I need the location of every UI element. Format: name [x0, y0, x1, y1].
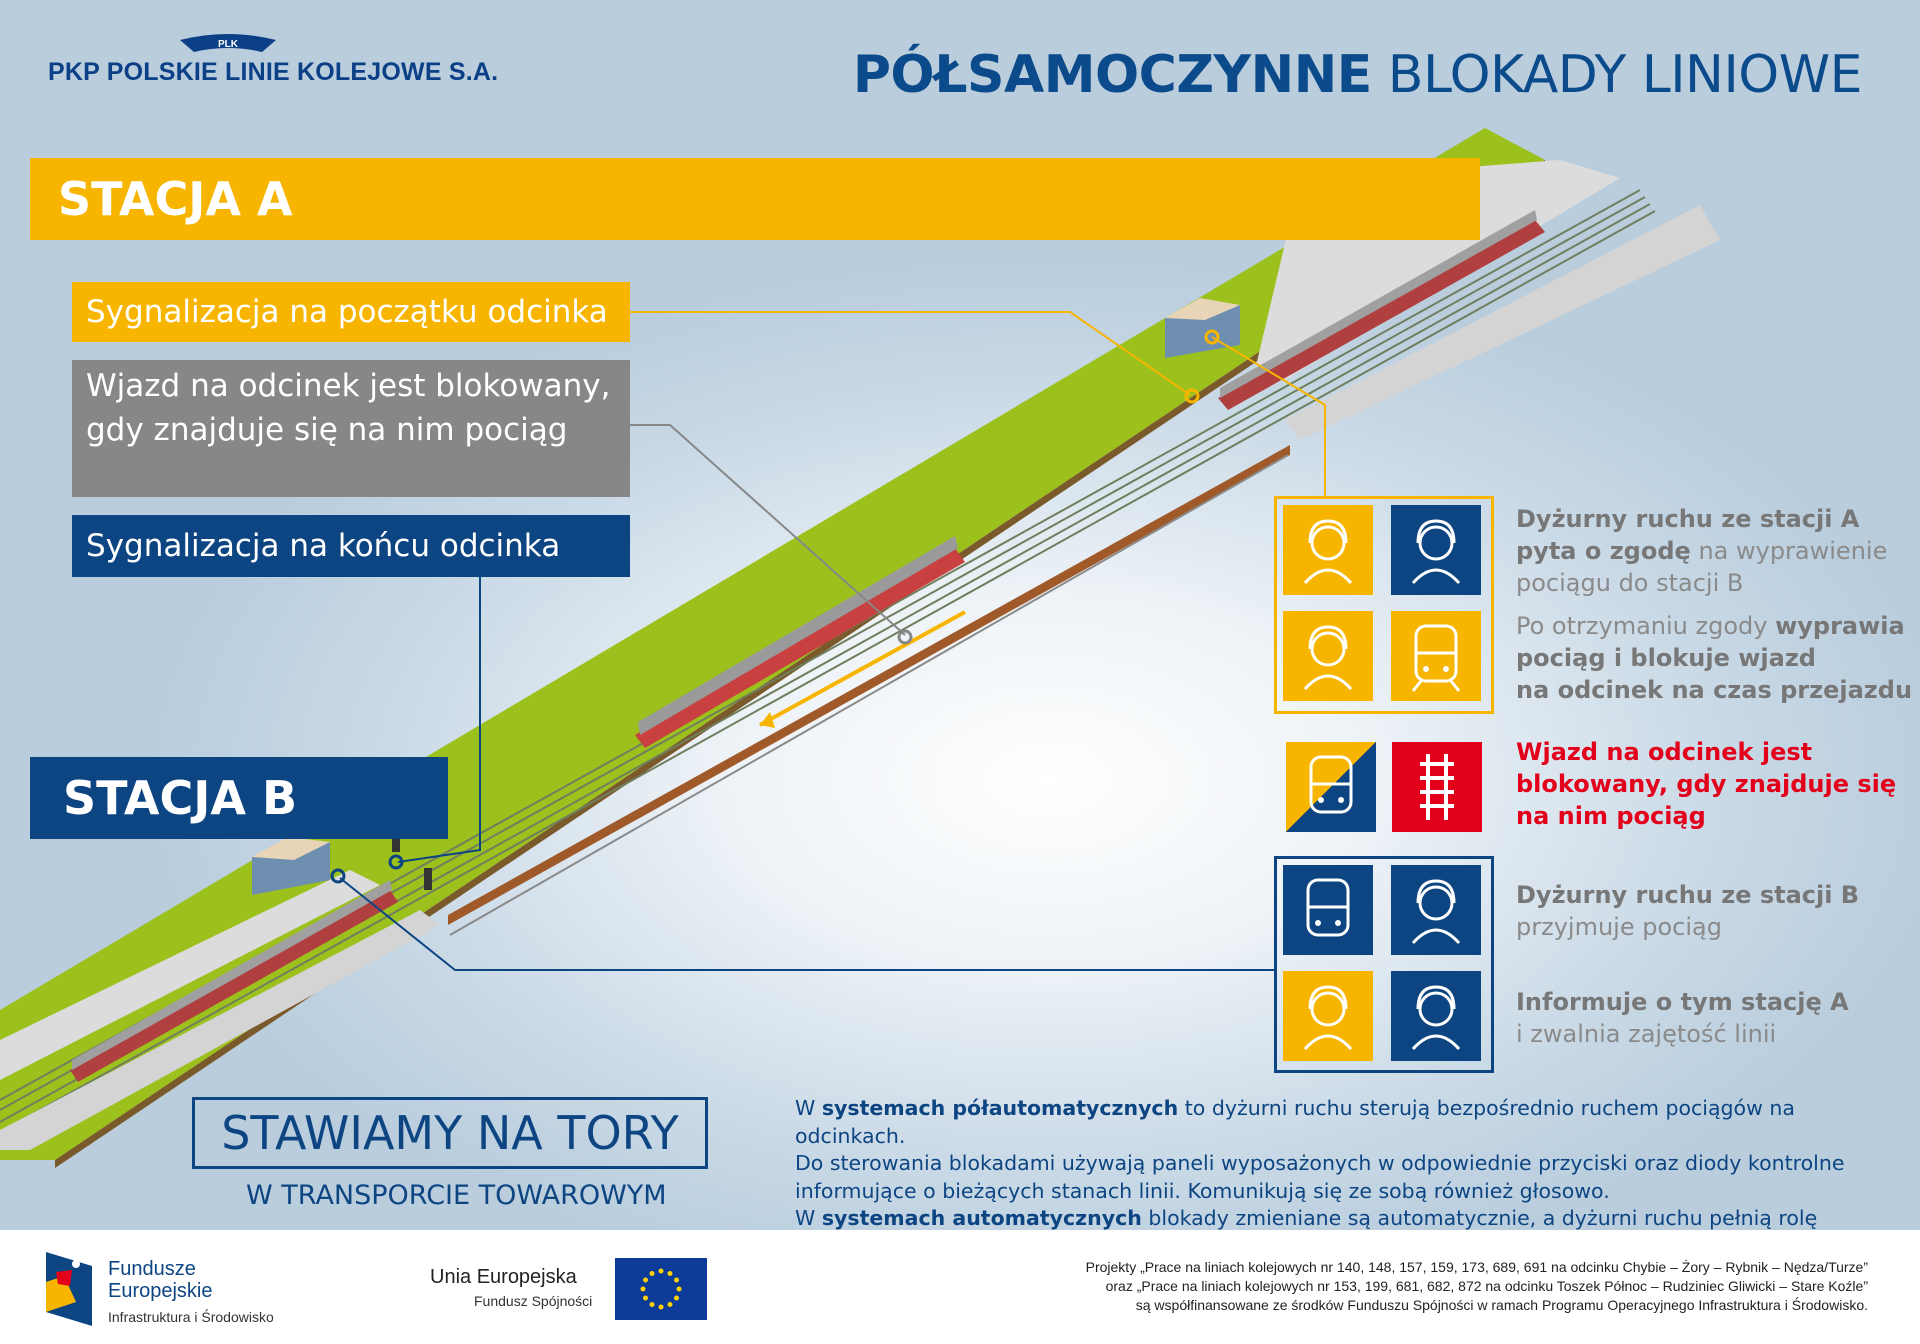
label-start-signal: Sygnalizacja na początku odcinka: [72, 282, 630, 342]
step-3-text: Wjazd na odcinek jest blokowany, gdy znajduje się na nim pociąg: [1516, 738, 1897, 830]
eu-label: Unia Europejska: [430, 1266, 577, 1288]
step-1-text: Dyżurny ruchu ze stacji A pyta o zgodę na wyprawienie pociągu do stacji B: [1516, 505, 1888, 597]
slogan-main: STAWIAMY NA TORY: [192, 1097, 708, 1169]
station-b-band: STACJA B: [30, 757, 448, 839]
fe-logo-icon: [46, 1252, 92, 1326]
logo-text: PLK: [218, 39, 238, 50]
station-a-band: STACJA A: [30, 158, 1480, 240]
step-2-text: Po otrzymaniu zgody wyprawia pociąg i blokuje wjazd na odcinek na czas przejazdu: [1516, 612, 1913, 704]
dispatcher-icon: [1391, 971, 1481, 1061]
project-info: Projekty „Prace na liniach kolejowych nr 140, 148, 157, 159, 173, 689, 691 na odcinku Chybie – Żory – Rybnik – Nędza/Turze” oraz „Prace na liniach kolejowych nr 153, 199, 681, 682, 872 na odcinku Toszek Północ – Rudziniec Gliwicki – Stare Koźle” są współfinansowane ze środków Funduszu Spójności w ramach Programu Operacyjnego Infrastruktura i Środowisko.: [1085, 1259, 1868, 1313]
train-icon: [1286, 742, 1376, 832]
eu-sublabel: Fundusz Spójności: [474, 1293, 593, 1309]
label-end-signal: Sygnalizacja na końcu odcinka: [72, 515, 630, 577]
label-blocked: Wjazd na odcinek jest blokowany, gdy znajduje się na nim pociąg: [72, 360, 630, 497]
dispatcher-icon: [1283, 611, 1373, 701]
footer: [0, 1230, 1920, 1344]
train-icon: [1391, 611, 1481, 701]
dispatcher-icon: [1391, 505, 1481, 595]
eu-flag-icon: [615, 1258, 707, 1320]
step-5-text: Informuje o tym stację A i zwalnia zajętość linii: [1516, 988, 1849, 1048]
page-title: PÓŁSAMOCZYNNE BLOKADY LINIOWE: [852, 45, 1862, 105]
brand-name: PKP POLSKIE LINIE KOLEJOWE S.A.: [48, 58, 499, 86]
dispatcher-icon: [1283, 971, 1373, 1061]
step-4-text: Dyżurny ruchu ze stacji B przyjmuje pociąg: [1516, 881, 1860, 941]
description-paragraph: W systemach półautomatycznych to dyżurni ruchu sterują bezpośrednio ruchem pociągów na odcinkach. Do sterowania blokadami używają paneli wyposażonych w odpowiednie przyciski oraz diody kontrolne informujące o bieżących stanach linii. Komunikują się ze sobą również głosowo. W systemach automatycznych blokady zmieniane są automatycznie, a dyżurni ruchu pełnią rolę: [795, 1096, 1845, 1230]
step-box-a: [1274, 496, 1494, 714]
train-icon: [1283, 865, 1373, 955]
track-icon: [1392, 742, 1482, 832]
dispatcher-icon: [1283, 505, 1373, 595]
fe-logo-text: Fundusze Europejskie Infrastruktura i Środowisko: [108, 1258, 274, 1325]
dispatcher-icon: [1391, 865, 1481, 955]
slogan-sub: W TRANSPORCIE TOWAROWYM: [246, 1180, 667, 1211]
step-box-b: [1274, 856, 1494, 1073]
